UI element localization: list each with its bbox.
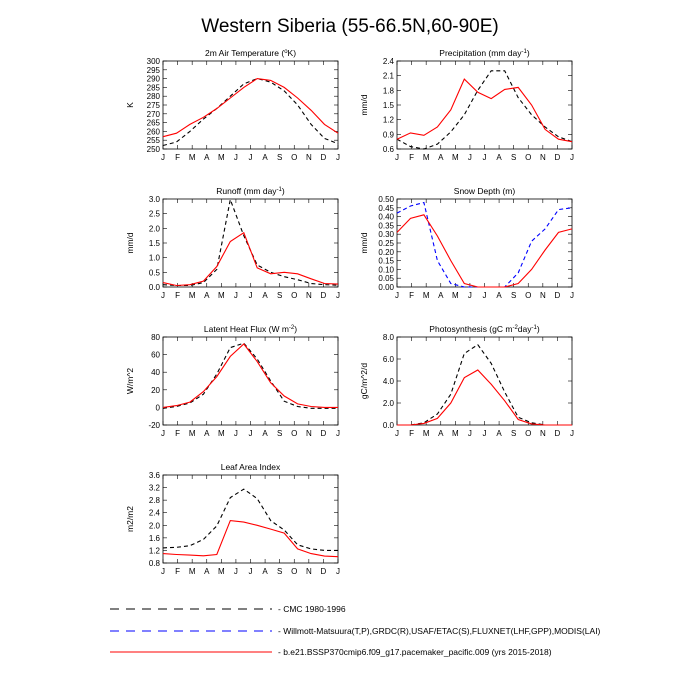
legend-label-1: - CMC 1980-1996 bbox=[278, 604, 346, 614]
x-tick-label: M bbox=[188, 567, 196, 576]
plot-frame bbox=[163, 475, 338, 563]
x-tick-label: N bbox=[539, 291, 546, 300]
x-tick-label: F bbox=[409, 153, 415, 162]
x-tick-label: O bbox=[291, 153, 298, 162]
x-tick-label: D bbox=[320, 567, 327, 576]
x-tick-label: A bbox=[496, 291, 502, 300]
x-tick-label: S bbox=[510, 291, 517, 300]
x-tick-label: M bbox=[422, 429, 430, 438]
x-tick-label: A bbox=[438, 429, 444, 438]
y-axis-label: mm/d bbox=[359, 94, 369, 116]
y-tick-label: 0.30 bbox=[378, 230, 394, 240]
x-tick-label: J bbox=[233, 567, 238, 576]
series-line-1 bbox=[163, 489, 338, 550]
series-line-2 bbox=[163, 233, 338, 286]
y-tick-label: 280 bbox=[146, 92, 160, 102]
x-tick-label: F bbox=[175, 153, 181, 162]
chart-panel-4 bbox=[359, 186, 574, 300]
y-tick-label: 300 bbox=[146, 57, 160, 66]
y-tick-label: 0.35 bbox=[378, 221, 394, 231]
x-tick-label: A bbox=[204, 291, 210, 300]
x-tick-label: N bbox=[539, 153, 546, 162]
x-tick-label: M bbox=[451, 291, 459, 300]
x-tick-label: D bbox=[320, 429, 327, 438]
y-tick-label: 3.6 bbox=[148, 471, 160, 480]
x-tick-label: J bbox=[248, 567, 253, 576]
x-tick-label: A bbox=[262, 291, 268, 300]
x-tick-label: D bbox=[320, 153, 327, 162]
x-tick-label: F bbox=[409, 291, 415, 300]
chart-title: 2m Air Temperature ($^o$K) bbox=[204, 48, 297, 58]
x-tick-label: J bbox=[482, 291, 487, 300]
x-tick-label: O bbox=[291, 291, 298, 300]
y-tick-label: 1.5 bbox=[382, 101, 394, 110]
y-tick-label: 1.5 bbox=[148, 239, 160, 248]
x-tick-label: D bbox=[554, 153, 561, 162]
plot-frame bbox=[163, 199, 338, 287]
chart-title: Precipitation (mm day$^{-1}$) bbox=[439, 48, 530, 58]
series-line-2 bbox=[163, 79, 338, 137]
legend-label-2: - Willmott-Matsuura(T,P),GRDC(R),USAF/ETAC(S),FLUXNET(LHF,GPP),MODIS(LAI) bbox=[278, 626, 601, 636]
x-tick-label: O bbox=[291, 429, 298, 438]
x-tick-label: J bbox=[161, 291, 165, 300]
series-line-1 bbox=[397, 345, 572, 425]
x-tick-label: A bbox=[496, 153, 502, 162]
x-tick-label: J bbox=[336, 429, 340, 438]
x-tick-label: J bbox=[248, 429, 253, 438]
y-tick-label: 265 bbox=[146, 118, 160, 128]
x-tick-label: M bbox=[422, 153, 430, 162]
x-tick-label: A bbox=[496, 429, 502, 438]
x-tick-label: A bbox=[204, 153, 210, 162]
plot-frame bbox=[163, 61, 338, 149]
x-tick-label: M bbox=[217, 291, 225, 300]
x-tick-label: A bbox=[262, 429, 268, 438]
x-tick-label: O bbox=[525, 429, 532, 438]
y-tick-label: 1.0 bbox=[148, 253, 160, 263]
x-tick-label: J bbox=[395, 153, 399, 162]
plot-frame bbox=[397, 337, 572, 425]
x-tick-label: M bbox=[217, 153, 225, 162]
y-tick-label: 0.10 bbox=[378, 265, 394, 275]
chart-panel-3 bbox=[125, 186, 340, 300]
chart-panel-2 bbox=[359, 48, 574, 162]
y-axis-label: mm/d bbox=[125, 232, 135, 254]
x-tick-label: S bbox=[276, 291, 283, 300]
y-tick-label: 1.2 bbox=[148, 546, 160, 556]
series-line-2 bbox=[163, 344, 338, 407]
y-tick-label: 0.0 bbox=[382, 421, 394, 430]
chart-panel-1 bbox=[125, 48, 340, 162]
y-tick-label: 40 bbox=[151, 368, 160, 378]
x-tick-label: J bbox=[161, 153, 165, 162]
y-axis-label: mm/d bbox=[359, 232, 369, 254]
x-tick-label: J bbox=[395, 429, 399, 438]
x-tick-label: S bbox=[276, 567, 283, 576]
y-tick-label: 2.0 bbox=[382, 399, 394, 408]
series-line-2 bbox=[397, 215, 572, 287]
y-tick-label: 3.2 bbox=[148, 483, 160, 493]
x-tick-label: J bbox=[395, 291, 399, 300]
chart-title: Leaf Area Index bbox=[220, 462, 281, 472]
y-axis-label: W/m^2 bbox=[125, 367, 135, 395]
y-tick-label: 1.6 bbox=[148, 533, 160, 543]
y-tick-label: 0 bbox=[155, 403, 160, 413]
y-tick-label: 3.0 bbox=[148, 195, 160, 204]
series-line-1 bbox=[397, 71, 572, 149]
chart-panel-6 bbox=[359, 324, 574, 438]
x-tick-label: N bbox=[305, 567, 312, 576]
y-tick-label: 2.0 bbox=[148, 224, 160, 234]
x-tick-label: J bbox=[336, 567, 340, 576]
plot-frame bbox=[163, 337, 338, 425]
x-tick-label: S bbox=[276, 429, 283, 438]
x-tick-label: M bbox=[217, 429, 225, 438]
x-tick-label: J bbox=[570, 429, 574, 438]
x-tick-label: A bbox=[262, 567, 268, 576]
y-tick-label: 0.8 bbox=[148, 559, 160, 568]
x-tick-label: A bbox=[438, 291, 444, 300]
x-tick-label: O bbox=[525, 291, 532, 300]
y-axis-label: gC/m^2/d bbox=[359, 362, 369, 400]
x-tick-label: J bbox=[233, 429, 238, 438]
y-tick-label: 270 bbox=[146, 109, 160, 119]
x-tick-label: S bbox=[276, 153, 283, 162]
x-tick-label: N bbox=[305, 291, 312, 300]
x-tick-label: D bbox=[554, 429, 561, 438]
x-tick-label: J bbox=[161, 429, 165, 438]
x-tick-label: J bbox=[161, 567, 165, 576]
y-tick-label: 275 bbox=[146, 101, 160, 110]
x-tick-label: J bbox=[570, 153, 574, 162]
y-tick-label: 0.05 bbox=[378, 274, 394, 284]
chart-panel-5 bbox=[125, 324, 340, 438]
y-tick-label: 0.45 bbox=[378, 203, 394, 213]
x-tick-label: M bbox=[217, 567, 225, 576]
y-tick-label: -20 bbox=[148, 421, 160, 430]
plot-frame bbox=[397, 199, 572, 287]
x-tick-label: D bbox=[554, 291, 561, 300]
y-tick-label: 290 bbox=[146, 74, 160, 84]
y-tick-label: 2.4 bbox=[148, 508, 160, 518]
x-tick-label: A bbox=[438, 153, 444, 162]
x-tick-label: S bbox=[510, 429, 517, 438]
y-tick-label: 295 bbox=[146, 65, 160, 75]
y-axis-label: K bbox=[125, 102, 135, 108]
y-tick-label: 4.0 bbox=[382, 377, 394, 386]
x-tick-label: S bbox=[510, 153, 517, 162]
x-tick-label: J bbox=[570, 291, 574, 300]
plot-frame bbox=[397, 61, 572, 149]
y-tick-label: 0.0 bbox=[148, 283, 160, 292]
y-tick-label: 2.5 bbox=[148, 209, 160, 219]
series-line-1 bbox=[163, 200, 338, 286]
y-tick-label: 6.0 bbox=[382, 355, 394, 364]
x-tick-label: M bbox=[188, 153, 196, 162]
chart-panel-7 bbox=[125, 462, 340, 576]
y-tick-label: 0.50 bbox=[378, 195, 394, 204]
y-tick-label: 2.4 bbox=[382, 57, 394, 66]
series-line-1 bbox=[163, 79, 338, 146]
x-tick-label: N bbox=[539, 429, 546, 438]
x-tick-label: M bbox=[451, 153, 459, 162]
y-tick-label: 0.15 bbox=[378, 256, 394, 266]
x-tick-label: J bbox=[248, 153, 253, 162]
x-tick-label: N bbox=[305, 153, 312, 162]
y-tick-label: 0.40 bbox=[378, 212, 394, 222]
y-tick-label: 0.5 bbox=[148, 268, 160, 278]
y-tick-label: 250 bbox=[146, 145, 160, 154]
x-tick-label: M bbox=[422, 291, 430, 300]
x-tick-label: O bbox=[525, 153, 532, 162]
x-tick-label: J bbox=[467, 291, 472, 300]
chart-title: Runoff (mm day$^{-1}$) bbox=[216, 186, 285, 196]
x-tick-label: M bbox=[188, 429, 196, 438]
x-tick-label: J bbox=[233, 291, 238, 300]
y-tick-label: 2.1 bbox=[382, 71, 394, 81]
y-tick-label: 2.8 bbox=[148, 496, 160, 506]
x-tick-label: M bbox=[188, 291, 196, 300]
y-tick-label: 1.2 bbox=[382, 115, 394, 125]
charts-layer bbox=[125, 48, 574, 576]
x-tick-label: J bbox=[482, 429, 487, 438]
legend bbox=[110, 604, 601, 657]
series-line-2 bbox=[397, 79, 572, 142]
x-tick-label: J bbox=[467, 429, 472, 438]
legend-label-3: - b.e21.BSSP370cmip6.f09_g17.pacemaker_pacific.009 (yrs 2015-2018) bbox=[278, 647, 552, 657]
y-tick-label: 260 bbox=[146, 127, 160, 137]
y-tick-label: 8.0 bbox=[382, 333, 394, 342]
x-tick-label: F bbox=[175, 291, 181, 300]
y-tick-label: 0.25 bbox=[378, 239, 394, 248]
x-tick-label: J bbox=[336, 153, 340, 162]
y-tick-label: 80 bbox=[151, 333, 160, 342]
y-tick-label: 2.0 bbox=[148, 521, 160, 531]
x-tick-label: A bbox=[204, 429, 210, 438]
y-tick-label: 255 bbox=[146, 136, 160, 146]
series-line-2 bbox=[397, 370, 572, 425]
y-tick-label: 20 bbox=[151, 385, 160, 395]
x-tick-label: J bbox=[482, 153, 487, 162]
x-tick-label: J bbox=[336, 291, 340, 300]
x-tick-label: O bbox=[291, 567, 298, 576]
y-axis-label: m2/m2 bbox=[125, 506, 135, 532]
y-tick-label: 60 bbox=[151, 350, 160, 360]
y-tick-label: 0.00 bbox=[378, 283, 394, 292]
x-tick-label: A bbox=[204, 567, 210, 576]
figure-title: Western Siberia (55-66.5N,60-90E) bbox=[201, 16, 499, 37]
x-tick-label: F bbox=[175, 567, 181, 576]
chart-title: Snow Depth (m) bbox=[453, 186, 516, 196]
y-tick-label: 0.9 bbox=[382, 130, 394, 140]
x-tick-label: A bbox=[262, 153, 268, 162]
chart-title: Photosynthesis (gC $m^{-2}day^{-1}$) bbox=[429, 324, 540, 334]
x-tick-label: F bbox=[175, 429, 181, 438]
x-tick-label: J bbox=[248, 291, 253, 300]
x-tick-label: J bbox=[467, 153, 472, 162]
y-tick-label: 0.6 bbox=[382, 145, 394, 154]
x-tick-label: M bbox=[451, 429, 459, 438]
x-tick-label: N bbox=[305, 429, 312, 438]
y-tick-label: 0.20 bbox=[378, 247, 394, 257]
x-tick-label: D bbox=[320, 291, 327, 300]
y-tick-label: 1.8 bbox=[382, 86, 394, 96]
x-tick-label: F bbox=[409, 429, 415, 438]
chart-title: Latent Heat Flux (W $m^{-2}$) bbox=[203, 324, 298, 334]
x-tick-label: J bbox=[233, 153, 238, 162]
y-tick-label: 285 bbox=[146, 83, 160, 93]
series-line-2 bbox=[163, 521, 338, 557]
